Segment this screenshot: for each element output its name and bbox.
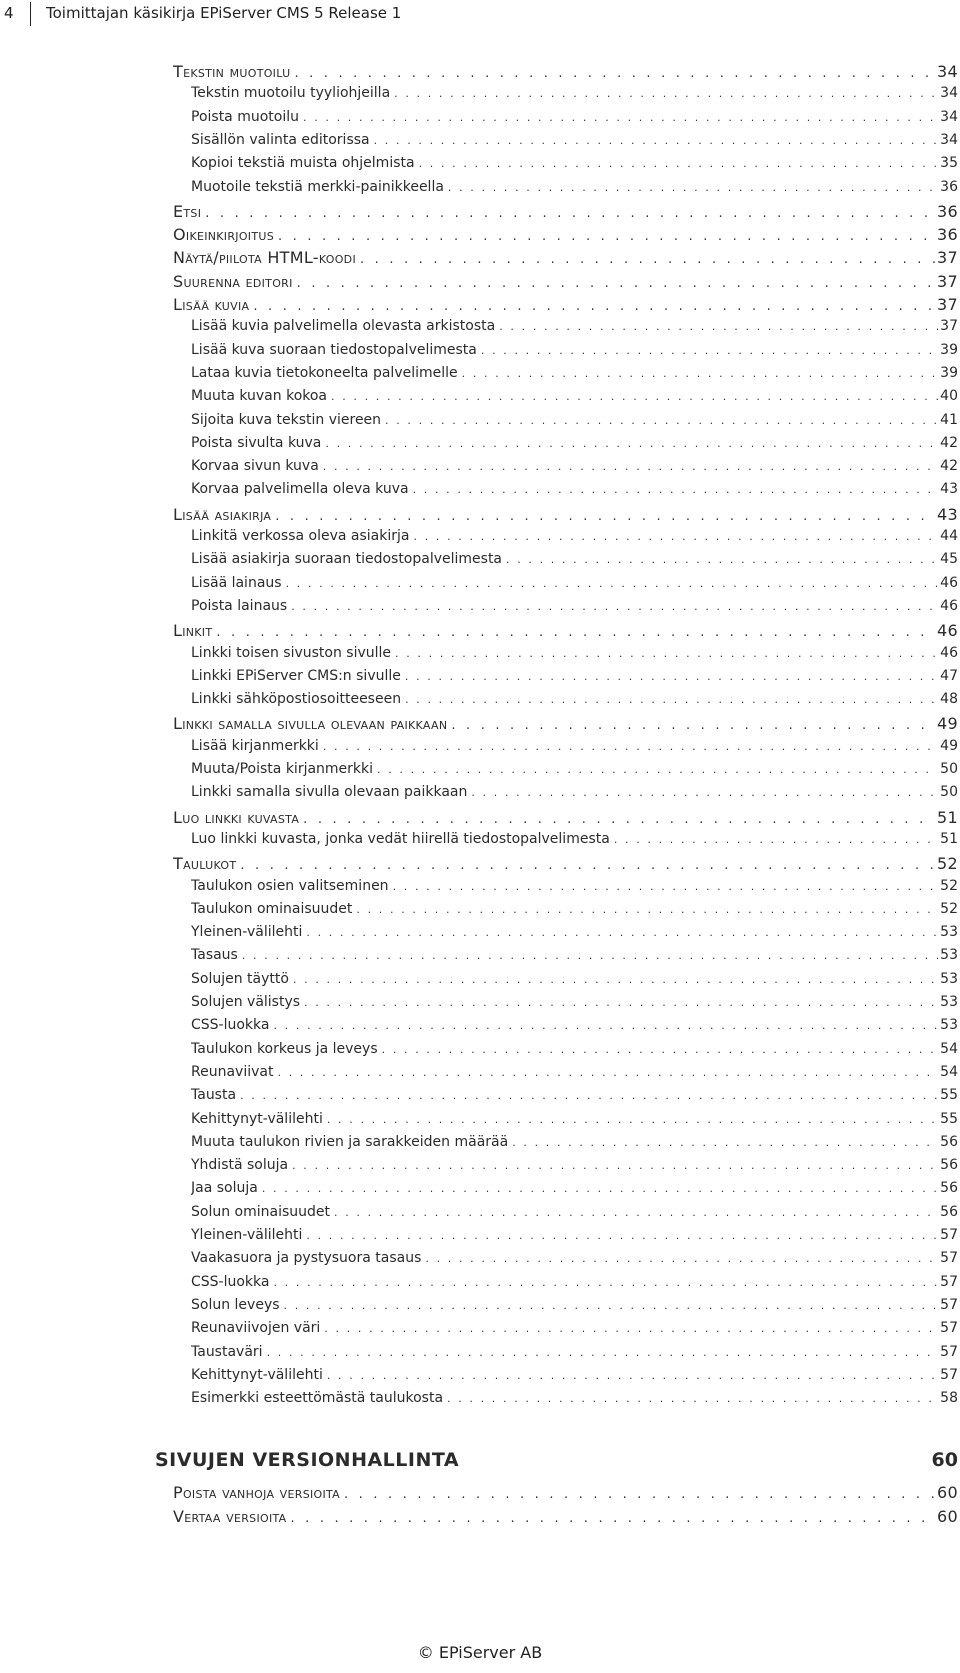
toc-entry-label: Taulukot xyxy=(173,854,237,874)
toc-subsection[interactable] xyxy=(191,458,958,480)
toc-entry-label: Reunaviivojen väri xyxy=(191,1320,321,1337)
toc-entry-page: 52 xyxy=(940,877,958,894)
toc-leader-dots xyxy=(284,1299,939,1312)
toc-section[interactable] xyxy=(173,621,958,643)
toc-entry-page: 53 xyxy=(940,924,958,941)
toc-entry-label: Kehittynyt-välilehti xyxy=(191,1366,323,1383)
toc-leader-dots xyxy=(291,600,938,613)
toc-subsection[interactable] xyxy=(191,598,958,620)
toc-entry-page: 47 xyxy=(940,667,958,684)
toc-subsection[interactable] xyxy=(191,551,958,573)
toc-entry-label: Muuta taulukon rivien ja sarakkeiden määrää xyxy=(191,1133,509,1150)
toc-entry-label: Poista sivulta kuva xyxy=(191,434,322,451)
toc-subsection[interactable] xyxy=(191,1297,958,1319)
toc-leader-dots xyxy=(462,367,939,380)
toc-leader-dots xyxy=(240,1089,938,1102)
toc-entry-label: Lisää kuva suoraan tiedostopalvelimesta xyxy=(191,341,477,358)
toc-subsection[interactable] xyxy=(191,1344,958,1366)
toc-entry-label: Vaakasuora ja pystysuora tasaus xyxy=(191,1250,422,1267)
toc-entry-label: Lisää asiakirja xyxy=(173,504,272,524)
toc-entry-page: 36 xyxy=(937,225,958,245)
toc-entry-page: 57 xyxy=(940,1343,958,1360)
toc-leader-dots xyxy=(360,252,935,267)
toc-entry-page: 34 xyxy=(940,108,958,125)
toc-entry-label: Reunaviivat xyxy=(191,1063,274,1080)
toc-subsection[interactable] xyxy=(191,784,958,806)
toc-leader-dots xyxy=(413,530,938,543)
toc-leader-dots xyxy=(262,1182,938,1195)
toc-subsection[interactable] xyxy=(191,878,958,900)
toc-leader-dots xyxy=(324,1322,938,1335)
toc-entry-page: 42 xyxy=(940,458,958,475)
toc-entry-label: Oikeinkirjoitus xyxy=(173,225,274,245)
toc-entry-page: 53 xyxy=(940,947,958,964)
toc-leader-dots xyxy=(405,693,938,706)
toc-entry-label: Taustaväri xyxy=(191,1343,263,1360)
header-divider xyxy=(30,2,31,26)
toc-subsection[interactable] xyxy=(191,1390,958,1412)
toc-entry-label: Luo linkki kuvasta xyxy=(173,807,300,827)
toc-entry-label: Linkitä verkossa oleva asiakirja xyxy=(191,528,410,544)
toc-entry-page: 53 xyxy=(940,1017,958,1034)
toc-entry-label: SIVUJEN VERSIONHALLINTA xyxy=(155,1449,460,1472)
toc-leader-dots xyxy=(292,1159,938,1172)
toc-subsection[interactable] xyxy=(191,1134,958,1156)
toc-entry-label: Poista lainaus xyxy=(191,597,288,614)
toc-entry-page: 39 xyxy=(940,341,958,358)
toc-entry-page: 55 xyxy=(940,1087,958,1104)
toc-leader-dots xyxy=(419,157,939,170)
toc-subsection[interactable] xyxy=(191,645,958,667)
toc-leader-dots xyxy=(413,483,939,496)
toc-entry-label: Suurenna editori xyxy=(173,271,293,291)
toc-subsection[interactable] xyxy=(191,481,958,503)
toc-subsection[interactable] xyxy=(191,1320,958,1342)
toc-entry-label: Lisää lainaus xyxy=(191,574,282,591)
toc-entry-label: Taulukon osien valitseminen xyxy=(191,877,389,894)
toc-entry-page: 52 xyxy=(937,854,958,874)
toc-leader-dots xyxy=(294,66,935,81)
toc-entry-page: 46 xyxy=(940,574,958,591)
toc-subsection[interactable] xyxy=(191,342,958,364)
toc-subsection[interactable] xyxy=(191,132,958,154)
toc-leader-dots xyxy=(499,320,938,333)
toc-entry-page: 43 xyxy=(940,481,958,498)
toc-entry-page: 60 xyxy=(937,1506,958,1526)
toc-subsection[interactable] xyxy=(191,365,958,387)
toc-section[interactable] xyxy=(173,1507,958,1529)
toc-leader-dots xyxy=(323,740,938,753)
toc-entry-page: 43 xyxy=(937,504,958,524)
page-number: 4 xyxy=(4,4,14,22)
toc-entry-label: Vertaa versioita xyxy=(173,1506,287,1526)
running-header xyxy=(0,2,960,24)
toc-subsection[interactable] xyxy=(191,1041,958,1063)
toc-entry-label: Sijoita kuva tekstin viereen xyxy=(191,411,382,428)
toc-leader-dots xyxy=(205,206,935,221)
toc-entry-label: Yleinen-välilehti xyxy=(191,924,303,941)
toc-leader-dots xyxy=(448,181,938,194)
toc-subsection[interactable] xyxy=(191,388,958,410)
toc-entry-page: 54 xyxy=(940,1040,958,1057)
toc-subsection[interactable] xyxy=(191,412,958,434)
toc-entry-label: Tausta xyxy=(191,1087,237,1104)
toc-entry-page: 39 xyxy=(940,364,958,381)
toc-subsection[interactable] xyxy=(191,738,958,760)
toc-entry-page: 57 xyxy=(940,1366,958,1383)
toc-leader-dots xyxy=(273,1276,938,1289)
toc-subsection[interactable] xyxy=(191,761,958,783)
toc-subsection[interactable] xyxy=(191,1111,958,1133)
toc-entry-label: Tasaus xyxy=(191,947,238,964)
toc-leader-dots xyxy=(323,460,938,473)
toc-subsection[interactable] xyxy=(191,994,958,1016)
toc-entry-page: 48 xyxy=(940,691,958,708)
toc-section[interactable] xyxy=(173,248,958,270)
toc-entry-label: Muuta kuvan kokoa xyxy=(191,388,328,405)
toc-entry-label: Poista vanhoja versioita xyxy=(173,1483,341,1503)
toc-entry-label: CSS-luokka xyxy=(191,1017,270,1034)
toc-leader-dots xyxy=(277,1066,938,1079)
toc-leader-dots xyxy=(293,973,938,986)
toc-chapter[interactable] xyxy=(155,1449,958,1477)
toc-entry-label: Lisää kuvia xyxy=(173,295,250,314)
toc-leader-dots xyxy=(327,1369,938,1382)
toc-entry-page: 35 xyxy=(940,155,958,172)
toc-leader-dots xyxy=(512,1136,938,1149)
toc-subsection[interactable] xyxy=(191,668,958,690)
toc-entry-page: 57 xyxy=(940,1250,958,1267)
toc-entry-label: Jaa soluja xyxy=(191,1180,258,1197)
toc-entry-page: 49 xyxy=(940,737,958,754)
toc-entry-page: 55 xyxy=(940,1110,958,1127)
toc-section[interactable] xyxy=(173,62,958,84)
toc-entry-label: Linkki toisen sivuston sivulle xyxy=(191,644,392,661)
toc-entry-label: Linkki samalla sivulla olevaan paikkaan xyxy=(173,714,448,734)
toc-leader-dots xyxy=(273,1019,938,1032)
toc-entry-page: 41 xyxy=(940,411,958,428)
toc-section[interactable] xyxy=(173,808,958,830)
toc-leader-dots xyxy=(253,299,935,314)
toc-section[interactable] xyxy=(173,225,958,247)
toc-subsection[interactable] xyxy=(191,1227,958,1249)
toc-entry-page: 52 xyxy=(940,900,958,917)
toc-subsection[interactable] xyxy=(191,1204,958,1226)
toc-entry-page: 44 xyxy=(940,528,958,544)
toc-subsection[interactable] xyxy=(191,901,958,923)
toc-entry-page: 46 xyxy=(937,621,958,641)
toc-leader-dots xyxy=(374,134,939,147)
toc-subsection[interactable] xyxy=(191,691,958,713)
toc-leader-dots xyxy=(614,833,938,846)
toc-entry-page: 53 xyxy=(940,994,958,1010)
toc-subsection[interactable] xyxy=(191,1274,958,1296)
toc-entry-label: Yhdistä soluja xyxy=(191,1157,289,1174)
toc-leader-dots xyxy=(297,276,935,291)
toc-leader-dots xyxy=(303,812,935,827)
toc-entry-page: 57 xyxy=(940,1320,958,1337)
toc-leader-dots xyxy=(425,1252,938,1265)
toc-leader-dots xyxy=(278,229,935,244)
toc-subsection[interactable] xyxy=(191,1180,958,1202)
toc-leader-dots xyxy=(306,1229,938,1242)
toc-leader-dots xyxy=(344,1487,935,1502)
toc-entry-page: 57 xyxy=(940,1296,958,1313)
toc-entry-page: 50 xyxy=(940,784,958,801)
toc-leader-dots xyxy=(304,996,938,1009)
toc-entry-label: Lataa kuvia tietokoneelta palvelimelle xyxy=(191,364,458,381)
toc-entry-page: 34 xyxy=(937,62,958,81)
document-title: Toimittajan käsikirja EPiServer CMS 5 Release 1 xyxy=(46,4,402,22)
toc-leader-dots xyxy=(306,926,938,939)
toc-leader-dots xyxy=(394,87,938,100)
toc-subsection[interactable] xyxy=(191,155,958,177)
toc-entry-page: 50 xyxy=(940,761,958,777)
toc-leader-dots xyxy=(216,625,935,640)
toc-subsection[interactable] xyxy=(191,528,958,550)
toc-leader-dots xyxy=(395,647,938,660)
toc-leader-dots xyxy=(377,763,938,776)
toc-entry-label: Tekstin muotoilu tyyliohjeilla xyxy=(191,85,391,102)
toc-entry-page: 56 xyxy=(940,1180,958,1197)
toc-leader-dots xyxy=(451,718,935,733)
toc-entry-label: Linkit xyxy=(173,621,213,641)
toc-entry-page: 57 xyxy=(940,1227,958,1243)
toc-subsection[interactable] xyxy=(191,947,958,969)
toc-section[interactable] xyxy=(173,714,958,736)
toc-entry-label: Poista muotoilu xyxy=(191,108,299,125)
toc-entry-page: 56 xyxy=(940,1157,958,1174)
toc-entry-label: Linkki EPiServer CMS:n sivulle xyxy=(191,667,401,684)
toc-entry-page: 60 xyxy=(931,1449,958,1472)
toc-entry-label: Tekstin muotoilu xyxy=(173,62,291,81)
toc-entry-label: Kopioi tekstiä muista ohjelmista xyxy=(191,155,415,172)
toc-section[interactable] xyxy=(173,295,958,317)
toc-entry-page: 36 xyxy=(940,178,958,195)
toc-entry-label: CSS-luokka xyxy=(191,1273,270,1290)
toc-section[interactable] xyxy=(173,202,958,224)
toc-entry-page: 51 xyxy=(940,830,958,847)
toc-subsection[interactable] xyxy=(191,1017,958,1039)
toc-entry-label: Luo linkki kuvasta, jonka vedät hiirellä tiedostopalvelimesta xyxy=(191,830,610,847)
toc-leader-dots xyxy=(331,390,938,403)
toc-subsection[interactable] xyxy=(191,435,958,457)
toc-entry-label: Kehittynyt-välilehti xyxy=(191,1110,323,1127)
toc-entry-page: 53 xyxy=(940,970,958,987)
toc-leader-dots xyxy=(481,344,938,357)
toc-leader-dots xyxy=(267,1346,939,1359)
toc-entry-page: 46 xyxy=(940,597,958,614)
toc-leader-dots xyxy=(393,880,939,893)
toc-subsection[interactable] xyxy=(191,1064,958,1086)
toc-entry-page: 58 xyxy=(940,1390,958,1407)
toc-entry-page: 37 xyxy=(937,271,958,291)
toc-entry-page: 51 xyxy=(937,807,958,827)
toc-entry-page: 45 xyxy=(940,551,958,568)
toc-entry-label: Linkki sähköpostiosoitteeseen xyxy=(191,691,402,708)
toc-section[interactable] xyxy=(173,854,958,876)
toc-entry-label: Taulukon ominaisuudet xyxy=(191,900,353,917)
toc-entry-label: Yleinen-välilehti xyxy=(191,1227,303,1243)
toc-entry-page: 56 xyxy=(940,1133,958,1150)
footer-copyright: © EPiServer AB xyxy=(417,1643,543,1662)
toc-leader-dots xyxy=(327,1113,938,1126)
toc-entry-label: Linkki samalla sivulla olevaan paikkaan xyxy=(191,784,468,801)
toc-entry-label: Lisää kuvia palvelimella olevasta arkistosta xyxy=(191,318,496,335)
toc-entry-label: Lisää asiakirja suoraan tiedostopalvelimesta xyxy=(191,551,503,568)
toc-subsection[interactable] xyxy=(191,924,958,946)
toc-leader-dots xyxy=(356,903,938,916)
toc-entry-page: 37 xyxy=(937,295,958,314)
toc-entry-page: 42 xyxy=(940,434,958,451)
toc-section[interactable] xyxy=(173,505,958,527)
toc-leader-dots xyxy=(334,1206,938,1219)
toc-subsection[interactable] xyxy=(191,1087,958,1109)
toc-entry-page: 37 xyxy=(937,248,958,268)
toc-entry-label: Solujen täyttö xyxy=(191,970,289,987)
toc-entry-page: 40 xyxy=(940,388,958,405)
toc-entry-page: 57 xyxy=(940,1273,958,1290)
toc-leader-dots xyxy=(303,111,938,124)
toc-entry-page: 37 xyxy=(940,318,958,335)
toc-entry-page: 34 xyxy=(940,85,958,102)
toc-entry-page: 49 xyxy=(937,714,958,734)
toc-subsection[interactable] xyxy=(191,318,958,340)
toc-leader-dots xyxy=(275,509,935,524)
toc-entry-label: Esimerkki esteettömästä taulukosta xyxy=(191,1390,444,1407)
toc-subsection[interactable] xyxy=(191,109,958,131)
toc-section[interactable] xyxy=(173,1483,958,1505)
toc-entry-label: Korvaa sivun kuva xyxy=(191,458,319,475)
toc-subsection[interactable] xyxy=(191,1157,958,1179)
toc-entry-label: Näytä/piilota HTML-koodi xyxy=(173,248,356,268)
toc-entry-label: Muuta/Poista kirjanmerkki xyxy=(191,761,374,777)
toc-entry-label: Solun ominaisuudet xyxy=(191,1203,331,1220)
toc-leader-dots xyxy=(471,786,938,799)
toc-entry-label: Etsi xyxy=(173,201,202,221)
toc-leader-dots xyxy=(325,437,938,450)
toc-leader-dots xyxy=(382,1043,939,1056)
toc-entry-label: Korvaa palvelimella oleva kuva xyxy=(191,481,409,498)
toc-entry-page: 56 xyxy=(940,1203,958,1220)
toc-leader-dots xyxy=(286,577,939,590)
toc-entry-page: 36 xyxy=(937,201,958,221)
toc-entry-label: Taulukon korkeus ja leveys xyxy=(191,1040,378,1057)
toc-entry-label: Sisällön valinta editorissa xyxy=(191,131,370,148)
toc-entry-page: 46 xyxy=(940,644,958,661)
toc-entry-page: 54 xyxy=(940,1063,958,1080)
toc-entry-label: Muotoile tekstiä merkki-painikkeella xyxy=(191,178,444,195)
toc-leader-dots xyxy=(385,414,938,427)
toc-leader-dots xyxy=(506,553,938,566)
toc-leader-dots xyxy=(242,949,938,962)
toc-entry-page: 34 xyxy=(940,131,958,148)
toc-leader-dots xyxy=(240,858,935,873)
toc-subsection[interactable] xyxy=(191,179,958,201)
toc-section[interactable] xyxy=(173,272,958,294)
toc-entry-label: Solun leveys xyxy=(191,1296,280,1313)
toc-subsection[interactable] xyxy=(191,85,958,107)
toc-leader-dots xyxy=(290,1511,935,1526)
toc-subsection[interactable] xyxy=(191,971,958,993)
toc-subsection[interactable] xyxy=(191,1250,958,1272)
toc-leader-dots xyxy=(447,1392,938,1405)
toc-subsection[interactable] xyxy=(191,575,958,597)
toc-subsection[interactable] xyxy=(191,831,958,853)
toc-entry-label: Solujen välistys xyxy=(191,994,301,1010)
toc-leader-dots xyxy=(405,670,938,683)
toc-subsection[interactable] xyxy=(191,1367,958,1389)
toc-entry-page: 60 xyxy=(937,1483,958,1503)
toc-entry-label: Lisää kirjanmerkki xyxy=(191,737,319,754)
